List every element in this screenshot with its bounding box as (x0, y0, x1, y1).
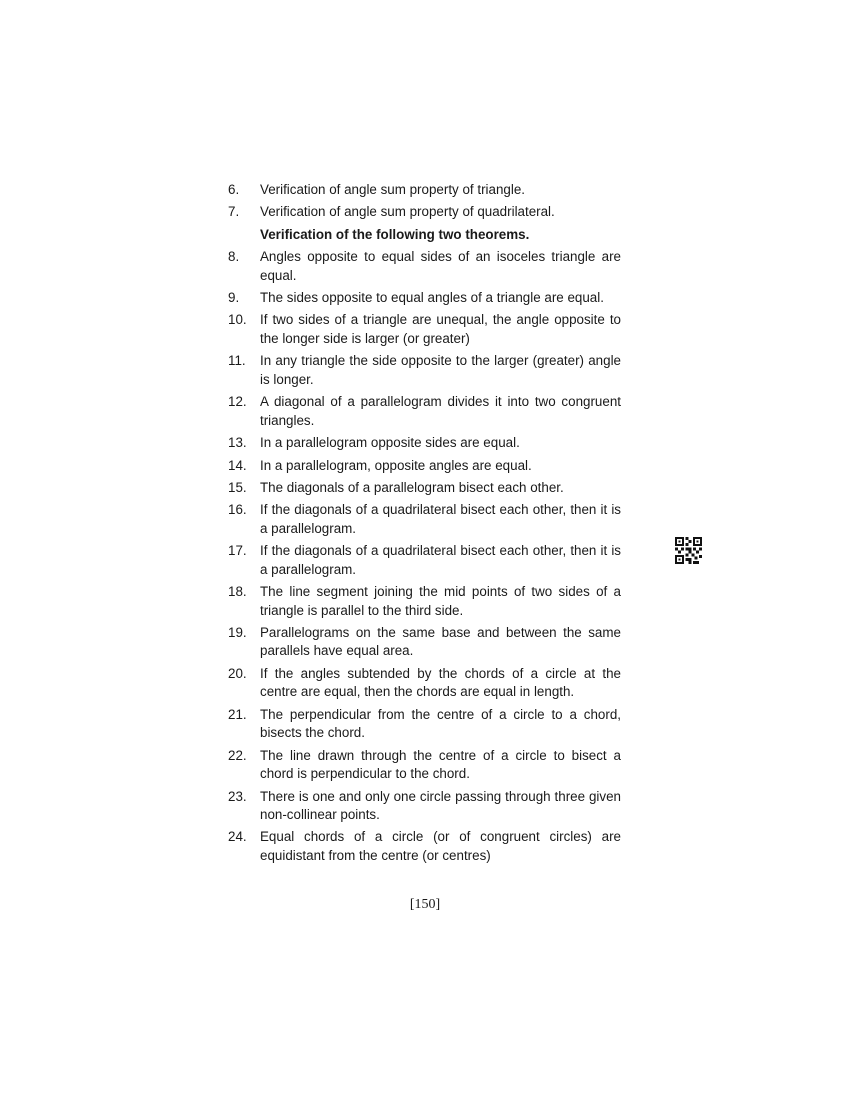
item-number: 14. (228, 457, 247, 473)
item-text: Angles opposite to equal sides of an isoceles triangle are equal. (260, 249, 621, 283)
list-item (228, 747, 621, 784)
item-text: The sides opposite to equal angles of a triangle are equal. (260, 290, 604, 306)
item-text: In a parallelogram, opposite angles are equal. (260, 457, 532, 473)
list-item (228, 289, 621, 308)
item-text: A diagonal of a parallelogram divides it into two congruent triangles. (260, 394, 621, 428)
item-number: 12. (228, 394, 247, 410)
list-item (228, 457, 621, 476)
item-number: 15. (228, 479, 247, 495)
section-heading: Verification of the following two theorems. (260, 226, 530, 242)
item-text: The line drawn through the centre of a circle to bisect a chord is perpendicular to the chord. (260, 747, 621, 782)
item-number: 6. (228, 182, 240, 197)
list-item (228, 624, 621, 661)
item-number: 7. (228, 204, 240, 220)
item-text: Verification of angle sum property of quadrilateral. (260, 204, 555, 220)
item-number: 18. (228, 584, 247, 600)
list-item (228, 181, 621, 200)
item-text: There is one and only one circle passing through three given non-collinear points. (260, 788, 621, 823)
item-text: If the angles subtended by the chords of a circle at the centre are equal, then the chords are equal in length. (260, 665, 621, 700)
item-text: In any triangle the side opposite to the larger (greater) angle is longer. (260, 353, 621, 387)
qr-code-icon (675, 537, 702, 564)
item-number: 20. (228, 665, 247, 681)
list-item (228, 501, 621, 538)
list-item (228, 393, 621, 430)
item-text: If the diagonals of a quadrilateral bisect each other, then it is a parallelogram. (260, 502, 621, 536)
item-text: If the diagonals of a quadrilateral bisect each other, then it is a parallelogram. (260, 543, 621, 577)
theorem-list (228, 181, 621, 869)
list-item (228, 665, 621, 702)
item-number: 8. (228, 249, 240, 265)
item-number: 23. (228, 788, 247, 804)
item-text: The diagonals of a parallelogram bisect each other. (260, 479, 564, 495)
item-number: 10. (228, 312, 247, 328)
list-item (228, 479, 621, 498)
list-item (228, 203, 621, 222)
item-number: 9. (228, 290, 240, 306)
item-text: The perpendicular from the centre of a circle to a chord, bisects the chord. (260, 706, 621, 741)
list-item (228, 583, 621, 620)
item-text: If two sides of a triangle are unequal, the angle opposite to the longer side is larger (or greater) (260, 312, 621, 346)
item-text: Verification of angle sum property of triangle. (260, 182, 525, 197)
item-text: Parallelograms on the same base and between the same parallels have equal area. (260, 624, 621, 659)
list-item (228, 542, 621, 579)
item-number: 11. (228, 353, 246, 369)
item-number: 13. (228, 435, 247, 451)
item-text: In a parallelogram opposite sides are equal. (260, 435, 520, 451)
item-number: 21. (228, 706, 247, 722)
list-item (228, 434, 621, 453)
item-number: 19. (228, 624, 247, 640)
list-item (228, 828, 621, 865)
list-item (228, 352, 621, 389)
list-item (228, 788, 621, 825)
item-number: 22. (228, 747, 247, 763)
list-item (228, 248, 621, 285)
page-number: [150] (409, 897, 441, 912)
item-number: 24. (228, 829, 247, 845)
item-number: 17. (228, 543, 247, 559)
list-item (228, 311, 621, 348)
item-text: The line segment joining the mid points of two sides of a triangle is parallel to the third side. (260, 584, 621, 618)
item-text: Equal chords of a circle (or of congruent circles) are equidistant from the centre (or centres) (260, 829, 621, 863)
item-number: 16. (228, 502, 247, 518)
list-item (228, 706, 621, 743)
